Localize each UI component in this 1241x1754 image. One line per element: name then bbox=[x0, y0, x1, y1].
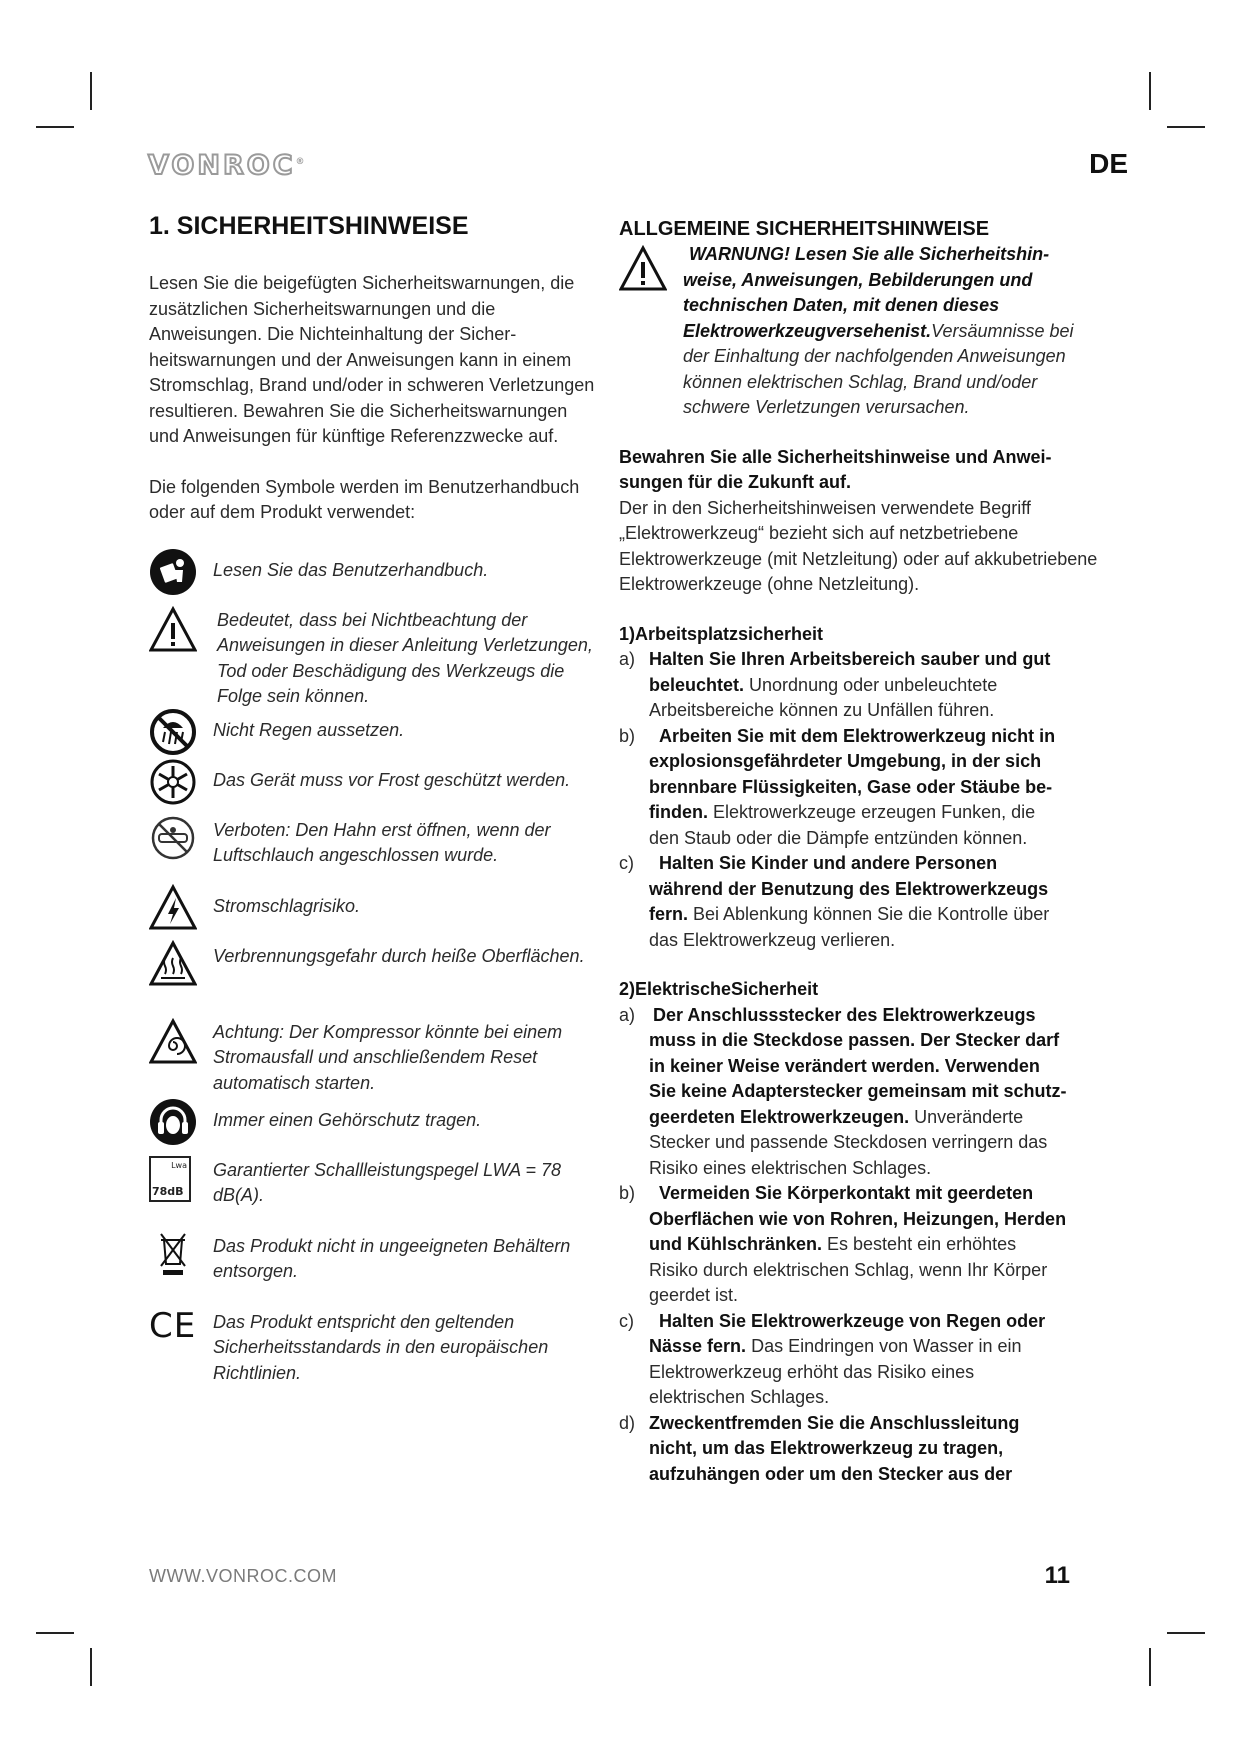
general-safety-title: ALLGEMEINE SICHERHEITSHINWEISE bbox=[619, 218, 990, 240]
symbol-item bbox=[149, 1224, 599, 1300]
weee-bin-icon bbox=[149, 1228, 197, 1276]
crop-mark bbox=[1167, 126, 1205, 128]
symbol-item bbox=[149, 1098, 599, 1148]
item-text: Es besteht ein erhöhtes Risiko durch elektrischen Schlag, wenn Ihr Körper geerdet ist. bbox=[649, 1234, 1048, 1305]
sound-badge-top: Lwa bbox=[171, 1160, 187, 1170]
symbol-text: Das Gerät muss vor Frost geschützt werden. bbox=[213, 769, 571, 790]
item-label: c) bbox=[619, 853, 634, 873]
item-text: Unordnung oder unbeleuchtete Arbeitsbereiche können zu Unfällen führen. bbox=[649, 674, 998, 720]
symbol-item bbox=[149, 1010, 599, 1098]
item-text: Unveränderte Stecker und passende Steckdosen verringern das Risiko eines elektrischen Schlages. bbox=[649, 1106, 1048, 1178]
hot-surface-icon bbox=[149, 940, 197, 988]
symbol-text: Bedeutet, dass bei Nichtbeachtung der Anweisungen in dieser Anleitung Verletzungen, Tod oder Beschädigung des Werkzeugs die Folge sein können. bbox=[217, 609, 593, 706]
crop-mark bbox=[1149, 1648, 1151, 1686]
symbol-list bbox=[149, 548, 599, 1387]
keep-instructions-text: Der in den Sicherheitshinweisen verwendete Begriff „Elektrowerkzeug“ bezieht sich auf netzbetriebene Elektrowerkzeuge (mit Netzleitung) oder auf akkubetriebene Elektrowerkzeuge (ohne Netzleitung). bbox=[619, 497, 1098, 594]
item-text: Elektrowerkzeuge erzeugen Funken, die den Staub oder die Dämpfe entzünden können. bbox=[649, 802, 1036, 848]
symbols-intro: Die folgenden Symbole werden im Benutzerhandbuch oder auf dem Produkt verwendet: bbox=[149, 476, 580, 522]
intro-paragraph: Lesen Sie die beigefügten Sicherheitswarnungen, die zusätzlichen Sicherheitswarnungen und die Anweisungen. Die Nichteinhaltung der Sicherheitswarnungen und der Anweisungen kann in einem Stromschlag, Brand und/oder in schweren Verletzungen resultieren. Bewahren Sie die Sicherheitswarnungen und Anweisungen für künftige Referenzzwecke auf. bbox=[149, 273, 595, 446]
list-item bbox=[619, 1181, 1099, 1309]
symbol-text: Garantierter Schallleistungspegel LWA = 78 dB(A). bbox=[213, 1159, 562, 1205]
symbol-item bbox=[149, 548, 599, 598]
no-rain-icon bbox=[149, 708, 197, 756]
symbol-text: Stromschlagrisiko. bbox=[213, 895, 361, 916]
symbol-text: Lesen Sie das Benutzerhandbuch. bbox=[213, 559, 489, 580]
item-label: a) bbox=[619, 1004, 636, 1025]
symbol-text: Verbrennungsgefahr durch heiße Oberflächen. bbox=[213, 945, 585, 966]
symbol-item bbox=[149, 884, 599, 934]
list-item bbox=[619, 1411, 1099, 1488]
electric-shock-icon bbox=[149, 884, 197, 932]
manual-icon bbox=[149, 548, 197, 596]
symbol-text: Das Produkt nicht in ungeeigneten Behältern entsorgen. bbox=[213, 1235, 571, 1281]
symbol-text: Das Produkt entspricht den geltenden Sicherheitsstandards in den europäischen Richtlinien. bbox=[213, 1311, 549, 1383]
item-bold: Halten Sie Kinder und andere Personen während der Benutzung des Elektrowerkzeugs fern. bbox=[649, 853, 1049, 924]
symbol-text: Verboten: Den Hahn erst öffnen, wenn der Luftschlauch angeschlossen wurde. bbox=[213, 819, 551, 865]
keep-instructions-heading: Bewahren Sie alle Sicherheitshinweise und Anweisungen für die Zukunft auf. bbox=[619, 446, 1052, 492]
item-label: a) bbox=[619, 649, 636, 669]
symbol-item bbox=[149, 808, 599, 884]
crop-mark bbox=[36, 1632, 74, 1634]
symbol-text: Immer einen Gehörschutz tragen. bbox=[213, 1109, 482, 1130]
list-item bbox=[619, 647, 1099, 724]
list-item bbox=[619, 1309, 1099, 1411]
sound-badge-value: 78dB bbox=[152, 1184, 184, 1198]
auto-start-icon bbox=[149, 1018, 197, 1066]
crop-mark bbox=[1149, 72, 1151, 110]
item-bold: Arbeiten Sie mit dem Elektrowerkzeug nicht in explosionsgefährdeter Umgebung, in der sich brennbare Flüssigkeiten, Gase oder Stäube befinden. bbox=[649, 725, 1056, 822]
crop-mark bbox=[90, 72, 92, 110]
symbol-text: Nicht Regen aussetzen. bbox=[213, 719, 405, 740]
symbol-item bbox=[149, 598, 599, 708]
ce-mark: CE bbox=[149, 1305, 197, 1346]
trademark: ® bbox=[295, 157, 308, 167]
warning-rest: Versäumnisse bei der Einhaltung der nachfolgenden Anweisungen können elektrischen Schlag, Brand und/oder schwere Verletzungen verursachen. bbox=[683, 320, 1074, 417]
section-title: 1. SICHERHEITSHINWEISE bbox=[149, 212, 469, 240]
symbol-item bbox=[149, 1300, 599, 1387]
item-bold: Vermeiden Sie Körperkontakt mit geerdeten Oberflächen wie von Rohren, Heizungen, Herden und Kühlschränken. bbox=[649, 1183, 1067, 1254]
item-bold: Halten Sie Elektrowerkzeuge von Regen oder Nässe fern. bbox=[649, 1310, 1046, 1356]
frost-protect-icon bbox=[149, 758, 197, 806]
sound-level-icon bbox=[149, 1156, 197, 1204]
workplace-safety-heading: 1)Arbeitsplatzsicherheit bbox=[619, 623, 824, 644]
left-column bbox=[149, 212, 599, 1386]
warning-triangle-icon bbox=[149, 606, 197, 654]
footer-url[interactable]: WWW.VONROC.COM bbox=[149, 1566, 337, 1586]
list-item bbox=[619, 724, 1099, 852]
ce-mark-icon bbox=[149, 1302, 197, 1350]
language-code: DE bbox=[1089, 148, 1128, 179]
list-item bbox=[619, 1003, 1099, 1182]
symbol-item bbox=[149, 708, 599, 758]
symbol-item bbox=[149, 934, 599, 1010]
item-label: b) bbox=[619, 1183, 636, 1203]
item-label: d) bbox=[619, 1412, 636, 1433]
symbol-item bbox=[149, 758, 599, 808]
brand-name: VONROC bbox=[148, 150, 296, 181]
no-open-tap-icon bbox=[149, 814, 197, 862]
item-label: c) bbox=[619, 1310, 634, 1331]
brand-logo bbox=[148, 150, 308, 181]
item-bold: Halten Sie Ihren Arbeitsbereich sauber und gut beleuchtet. bbox=[649, 649, 1051, 695]
item-text: Das Eindringen von Wasser in ein Elektrowerkzeug erhöht das Risiko eines elektrischen Schlages. bbox=[649, 1336, 1022, 1407]
right-column bbox=[619, 216, 1099, 1487]
page-number: 11 bbox=[1044, 1562, 1070, 1589]
crop-mark bbox=[90, 1648, 92, 1686]
list-item bbox=[619, 851, 1099, 953]
ear-protection-icon bbox=[149, 1098, 197, 1146]
item-bold: Der Anschlussstecker des Elektrowerkzeugs muss in die Steckdose passen. Der Stecker darf in keiner Weise verändert werden. Verwenden Sie keine Adapterstecker gemeinsam mit schutzgeerdeten Elektrowerkzeugen. bbox=[649, 1004, 1067, 1127]
symbol-item bbox=[149, 1148, 599, 1224]
warning-triangle-icon bbox=[619, 245, 667, 293]
warning-bold: WARNUNG! Lesen Sie alle Sicherheitshinweise, Anweisungen, Bebilderungen und technischen Daten, mit denen dieses Elektrowerkzeugversehenist. bbox=[683, 244, 1050, 341]
item-label: b) bbox=[619, 725, 636, 746]
crop-mark bbox=[1167, 1632, 1205, 1634]
item-text: Bei Ablenkung können Sie die Kontrolle über das Elektrowerkzeug verlieren. bbox=[649, 904, 1050, 950]
electrical-safety-heading: 2)ElektrischeSicherheit bbox=[619, 979, 819, 999]
warning-block bbox=[619, 242, 1099, 421]
warning-text bbox=[683, 242, 1083, 421]
symbol-text: Achtung: Der Kompressor könnte bei einem Stromausfall und anschließendem Reset automatisch starten. bbox=[213, 1021, 563, 1093]
crop-mark bbox=[36, 126, 74, 128]
item-bold: Zweckentfremden Sie die Anschlussleitung nicht, um das Elektrowerkzeug zu tragen, aufzuhängen oder um den Stecker aus der bbox=[649, 1412, 1020, 1484]
